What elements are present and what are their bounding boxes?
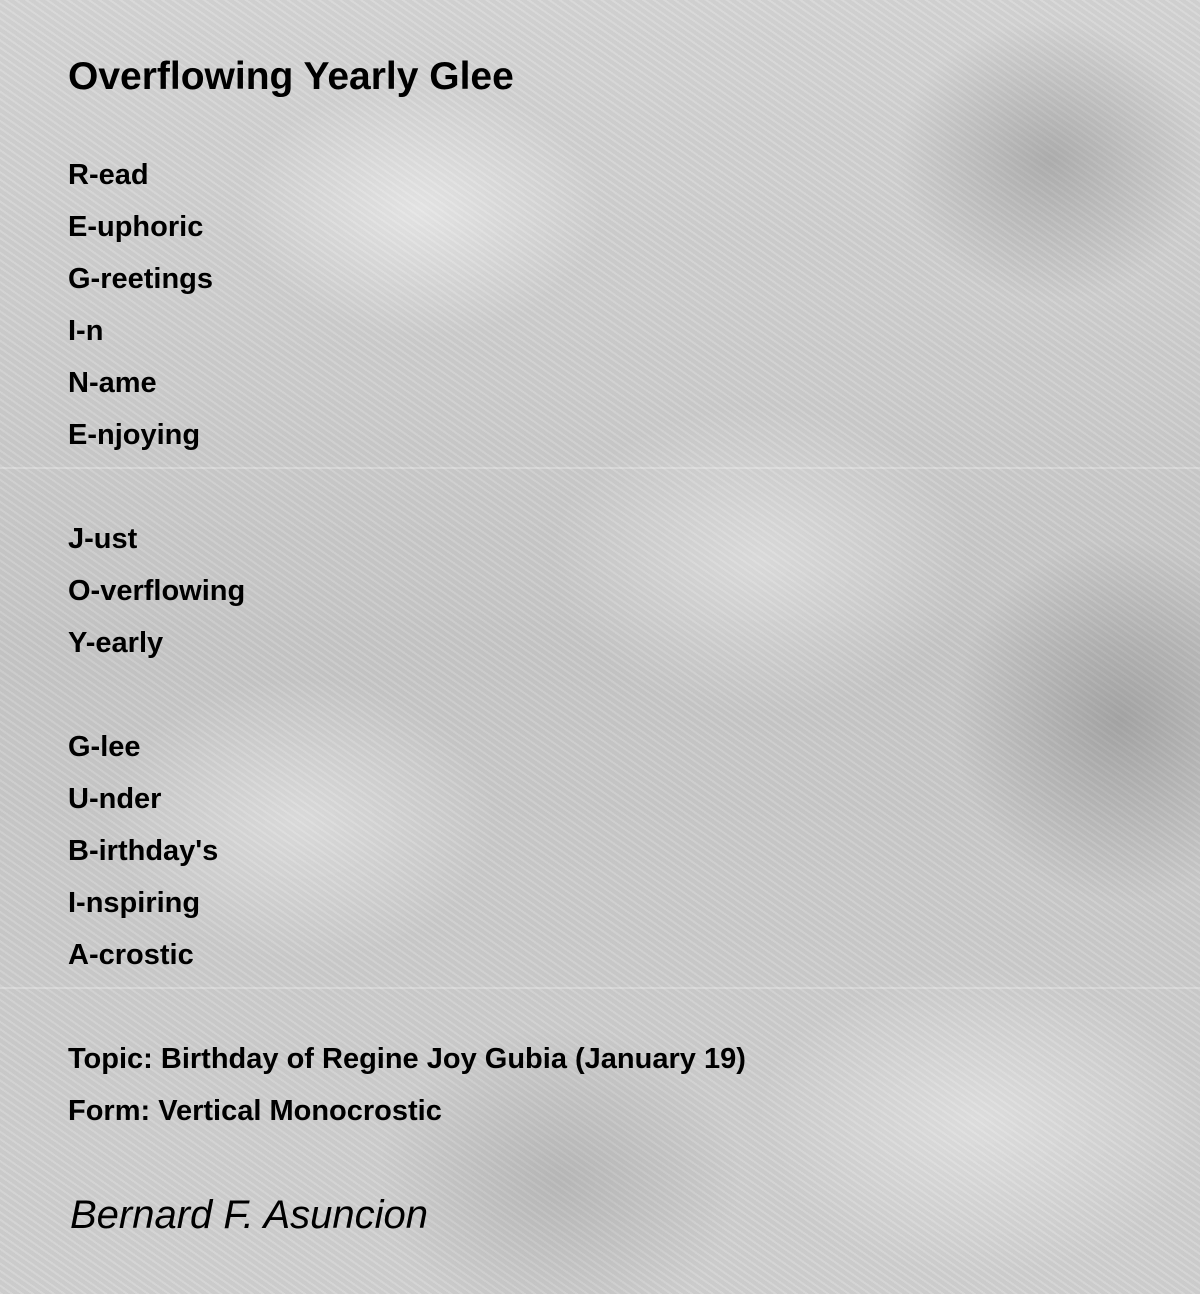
- poem-line: A-crostic: [68, 939, 194, 971]
- poem-line: I-n: [68, 315, 104, 347]
- poem-notes: [68, 1033, 746, 1137]
- stanza-2: [68, 513, 245, 669]
- poem-line: J-ust: [68, 523, 138, 555]
- poem-line: B-irthday's: [68, 835, 219, 867]
- poem-line: N-ame: [68, 367, 157, 399]
- poem-title: Overflowing Yearly Glee: [68, 55, 514, 98]
- poem-line: R-ead: [68, 159, 149, 191]
- poem-line: E-njoying: [68, 419, 201, 451]
- background-band-divider: [0, 467, 1200, 469]
- poem-line: U-nder: [68, 783, 162, 815]
- form-line: Form: Vertical Monocrostic: [68, 1095, 442, 1127]
- topic-line: Topic: Birthday of Regine Joy Gubia (January 19): [68, 1043, 746, 1075]
- stanza-1: [68, 149, 213, 461]
- poem-line: E-uphoric: [68, 211, 204, 243]
- background-band-divider: [0, 987, 1200, 989]
- stanza-3: [68, 721, 218, 981]
- poem-line: G-reetings: [68, 263, 214, 295]
- author-name: Bernard F. Asuncion: [70, 1193, 428, 1237]
- poem-line: Y-early: [68, 627, 164, 659]
- poem-line: G-lee: [68, 731, 141, 763]
- poem-line: I-nspiring: [68, 887, 201, 919]
- poem-line: O-verflowing: [68, 575, 246, 607]
